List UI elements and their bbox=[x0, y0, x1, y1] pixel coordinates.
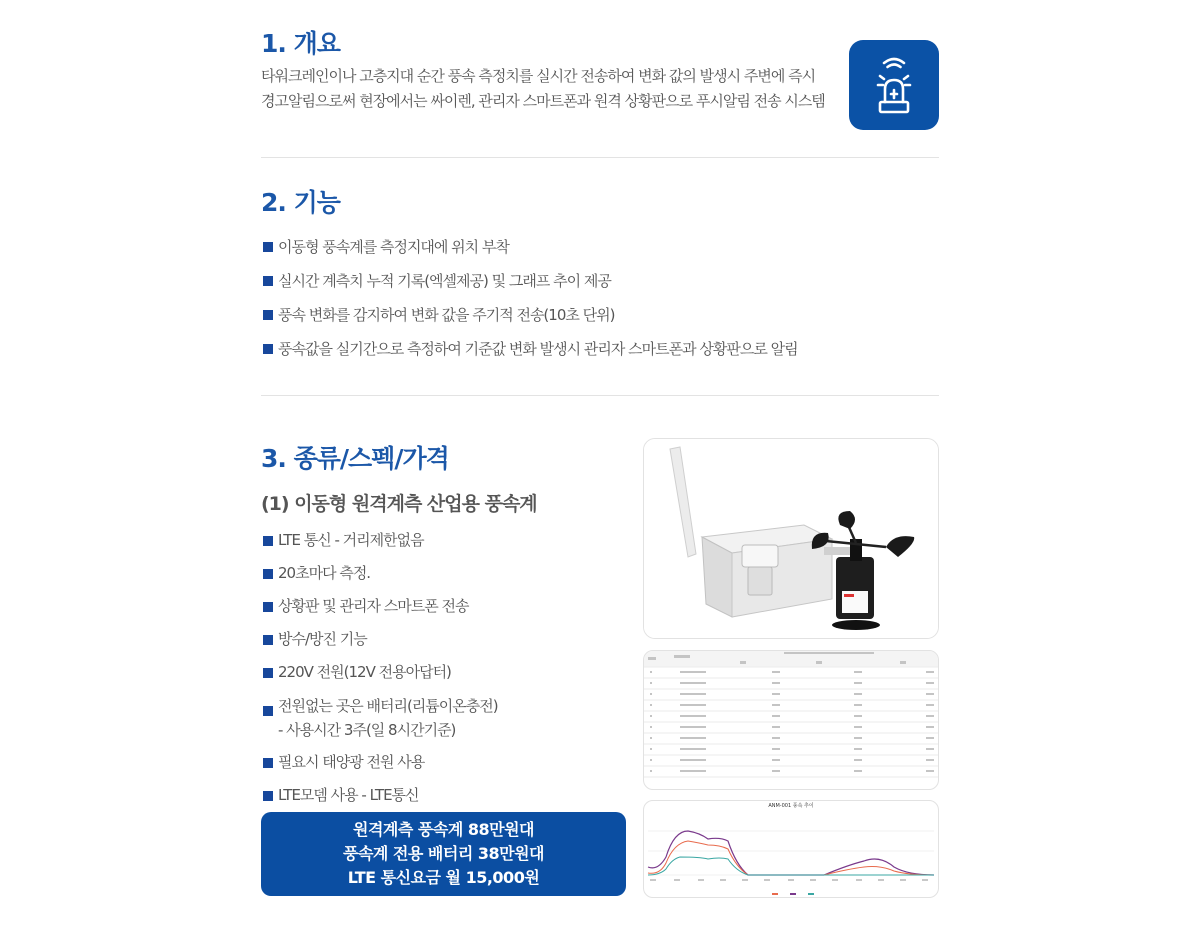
divider bbox=[261, 395, 939, 396]
price-line: 원격계측 풍속계 88만원대 bbox=[353, 820, 534, 839]
list-item-text: 방수/방진 기능 bbox=[278, 630, 367, 648]
bullet-square-icon bbox=[263, 706, 273, 716]
alarm-siren-icon bbox=[849, 40, 939, 130]
list-item-text: 220V 전원(12V 전용아답터) bbox=[278, 663, 451, 681]
overview-desc-line: 타워크레인이나 고층지대 순간 풍속 측정치를 실시간 전송하여 변화 값의 발생시 주변에 즉시 bbox=[261, 67, 816, 85]
list-item bbox=[261, 656, 631, 689]
bullet-square-icon bbox=[263, 635, 273, 645]
list-item bbox=[261, 689, 631, 746]
list-item-text: 실시간 계측치 누적 기록(엑셀제공) 및 그래프 추이 제공 bbox=[278, 272, 611, 290]
wind-speed-trend-chart bbox=[643, 800, 939, 898]
list-item-text: 상황판 및 관리자 스마트폰 전송 bbox=[278, 597, 469, 615]
section-title-features: 2. 기능 bbox=[261, 188, 340, 217]
price-line: 풍속계 전용 배터리 38만원대 bbox=[343, 844, 544, 863]
section-overview bbox=[261, 24, 939, 114]
bullet-square-icon bbox=[263, 602, 273, 612]
overview-description bbox=[261, 64, 939, 114]
list-item bbox=[261, 746, 631, 779]
list-item-text: LTE모뎀 사용 - LTE통신 bbox=[278, 786, 419, 804]
bullet-square-icon bbox=[263, 791, 273, 801]
list-item bbox=[261, 230, 939, 264]
list-item-text: 필요시 태양광 전원 사용 bbox=[278, 753, 425, 771]
list-item-text: 풍속값을 실기간으로 측정하여 기준값 변화 발생시 관리자 스마트폰과 상황판으로 알림 bbox=[278, 340, 798, 358]
bullet-square-icon bbox=[263, 344, 273, 354]
list-item-text: 풍속 변화를 감지하여 변화 값을 주기적 전송(10초 단위) bbox=[278, 306, 615, 324]
section-title-overview: 1. 개요 bbox=[261, 29, 340, 58]
bullet-square-icon bbox=[263, 310, 273, 320]
list-item-text: 20초마다 측정. bbox=[278, 564, 371, 582]
bullet-square-icon bbox=[263, 569, 273, 579]
list-item bbox=[261, 557, 631, 590]
section-features bbox=[261, 183, 939, 366]
list-item bbox=[261, 779, 631, 812]
section-specs bbox=[261, 439, 631, 812]
list-item-text: 이동형 풍속계를 측정지대에 위치 부착 bbox=[278, 238, 509, 256]
chart-title: ANM-001 풍속 추이 bbox=[768, 803, 814, 809]
bullet-square-icon bbox=[263, 276, 273, 286]
list-item bbox=[261, 264, 939, 298]
list-item-text: 전원없는 곳은 배터리(리튬이온충전) bbox=[278, 697, 498, 715]
list-item bbox=[261, 524, 631, 557]
section-title-specs: 3. 종류/스펙/가격 bbox=[261, 444, 449, 473]
product-subtitle: (1) 이동형 원격계측 산업용 풍속계 bbox=[261, 493, 537, 515]
list-item bbox=[261, 298, 939, 332]
bullet-square-icon bbox=[263, 758, 273, 768]
bullet-square-icon bbox=[263, 242, 273, 252]
list-item-subtext: - 사용시간 3주(일 8시간기준) bbox=[278, 721, 456, 739]
bullet-square-icon bbox=[263, 668, 273, 678]
overview-desc-line: 경고알림으로써 현장에서는 싸이렌, 관리자 스마트폰과 원격 상황판으로 푸시알림 전송 시스템 bbox=[261, 92, 825, 110]
list-item-text: LTE 통신 - 거리제한없음 bbox=[278, 531, 424, 549]
price-box bbox=[261, 812, 626, 896]
features-list bbox=[261, 230, 939, 366]
list-item bbox=[261, 332, 939, 366]
price-line: LTE 통신요금 월 15,000원 bbox=[347, 868, 540, 887]
list-item bbox=[261, 623, 631, 656]
anemometer-device-photo bbox=[643, 438, 939, 639]
divider bbox=[261, 157, 939, 158]
measurement-log-table bbox=[643, 650, 939, 790]
bullet-square-icon bbox=[263, 536, 273, 546]
list-item bbox=[261, 590, 631, 623]
specs-list bbox=[261, 524, 631, 812]
